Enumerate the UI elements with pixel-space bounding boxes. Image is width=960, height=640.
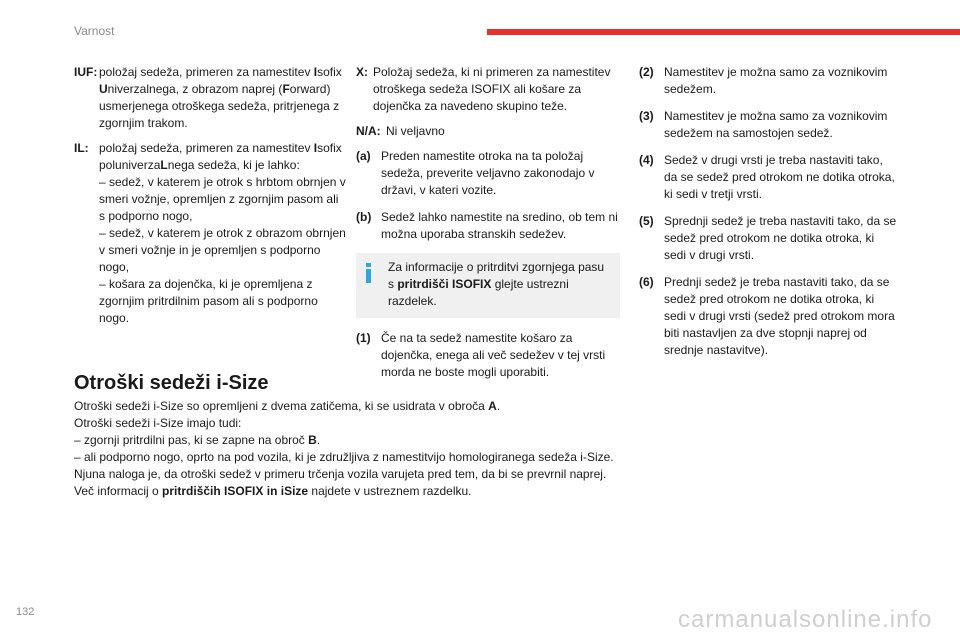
note-b xyxy=(356,209,620,243)
note-text: Namestitev je možna samo za voznikovim sedežem na samostojen sedež. xyxy=(664,109,888,140)
note-number: (4) xyxy=(639,153,654,167)
column-2 xyxy=(356,64,620,391)
definition-na xyxy=(356,123,620,140)
definition-x xyxy=(356,64,620,115)
definition-term: N/A: xyxy=(356,124,381,138)
note-number: (6) xyxy=(639,275,654,289)
definition-term: IUF: xyxy=(74,65,98,79)
list-item: – sedež, v katerem je otrok s hrbtom obrnjen v smeri vožnje, opremljen z zgornjim pasom ali s podporno nogo, xyxy=(99,175,346,223)
note-5 xyxy=(639,213,899,264)
info-box xyxy=(356,253,620,318)
note-number: (a) xyxy=(356,149,371,163)
paragraph: Njuna naloga je, da otroški sedež v primeru trčenja vozila varujeta pred tem, da bi se prevrnil naprej. xyxy=(74,467,607,481)
list-item: – zgornji pritrdilni pas, ki se zapne na obroč B. xyxy=(74,433,321,447)
note-text: Sedež lahko namestite na sredino, ob tem ni možna uporaba stranskih sedežev. xyxy=(381,210,618,241)
note-text: Sedež v drugi vrsti je treba nastaviti tako, da se sedež pred otrokom ne dotika otroka, ki sedi v tretji vrsti. xyxy=(664,153,895,201)
note-a xyxy=(356,148,620,199)
note-number: (2) xyxy=(639,65,654,79)
note-text: Sprednji sedež je treba nastaviti tako, da se sedež pred otrokom ne dotika otroka, ki sedi v drugi vrsti. xyxy=(664,214,897,262)
definition-iuf xyxy=(74,64,346,132)
info-icon xyxy=(366,263,371,283)
note-text: Preden namestite otroka na ta položaj sedeža, preverite veljavno zakonodajo v državi, v kateri vozite. xyxy=(381,149,595,197)
note-number: (b) xyxy=(356,210,372,224)
running-header-title: Varnost xyxy=(74,24,115,38)
watermark: carmanualsonline.info xyxy=(678,606,933,633)
note-text: Namestitev je možna samo za voznikovim sedežem. xyxy=(664,65,888,96)
definition-body: položaj sedeža, primeren za namestitev Isofix Univerzalnega, z obrazom naprej (Forward) usmerjenega otroškega sedeža, pritrjenega z zgornjim trakom. xyxy=(99,65,342,130)
paragraph: Več informacij o pritrdiščih ISOFIX in iSize najdete v ustreznem razdelku. xyxy=(74,484,472,498)
note-number: (1) xyxy=(356,331,371,345)
note-3 xyxy=(639,108,899,142)
definition-il xyxy=(74,140,346,327)
note-6 xyxy=(639,274,899,359)
note-text: Prednji sedež je treba nastaviti tako, da se sedež pred otrokom ne dotika otroka, ki sedi v drugi vrsti (sedež pred otrokom mora biti nastavljen za dve stopnji naprej od srednje nastavitve). xyxy=(664,275,895,357)
definition-term: X: xyxy=(356,65,368,79)
section-title: Otroški sedeži i-Size xyxy=(74,372,269,394)
list-item: – sedež, v katerem je otrok z obrazom obrnjen v smeri vožnje in je opremljen s podporno nogo, xyxy=(99,226,346,274)
list-item: – ali podporno nogo, oprto na pod vozila, ki je združljiva z namestitvijo homologiranega sedeža i-Size. xyxy=(74,450,614,464)
page-number: 132 xyxy=(16,606,35,618)
note-4 xyxy=(639,152,899,203)
definition-term: IL: xyxy=(74,141,89,155)
section-body xyxy=(74,398,634,500)
definition-body: Položaj sedeža, ki ni primeren za namestitev otroškega sedeža ISOFIX ali košare za dojenčka za navedeno skupino teže. xyxy=(373,65,611,113)
paragraph: Otroški sedeži i-Size so opremljeni z dvema zatičema, ki se usidrata v obroča A. xyxy=(74,399,501,413)
list-item: – košara za dojenčka, ki je opremljena z zgornjim pritrdilnim pasom ali s podporno nogo. xyxy=(99,277,318,325)
note-number: (5) xyxy=(639,214,654,228)
definition-body: položaj sedeža, primeren za namestitev Isofix poluniverzaLnega sedeža, ki je lahko: – sedež, v katerem je otrok s hrbtom obrnjen v smeri vožnje, opremljen z zgornjim pasom ali s podporno nogo, – sedež, v katerem je otrok z obrazom obrnjen v smeri vožnje in je opremljen s podporno nogo, – košara za dojenčka, ki je opremljena z zgornjim pritrdilnim pasom ali s podporno nogo. xyxy=(99,141,346,325)
note-1 xyxy=(356,330,620,381)
note-number: (3) xyxy=(639,109,654,123)
definition-body: Ni veljavno xyxy=(386,124,445,138)
info-text: Za informacije o pritrditvi zgornjega pasu s pritrdišči ISOFIX glejte ustrezni razdelek. xyxy=(388,260,605,308)
column-1 xyxy=(74,64,346,335)
note-text: Če na ta sedež namestite košaro za dojenčka, enega ali več sedežev v tej vrsti morda ne boste mogli uporabiti. xyxy=(381,331,606,379)
header-accent-bar xyxy=(487,29,960,35)
paragraph: Otroški sedeži i-Size imajo tudi: xyxy=(74,416,242,430)
note-2 xyxy=(639,64,899,98)
column-3 xyxy=(639,64,899,369)
